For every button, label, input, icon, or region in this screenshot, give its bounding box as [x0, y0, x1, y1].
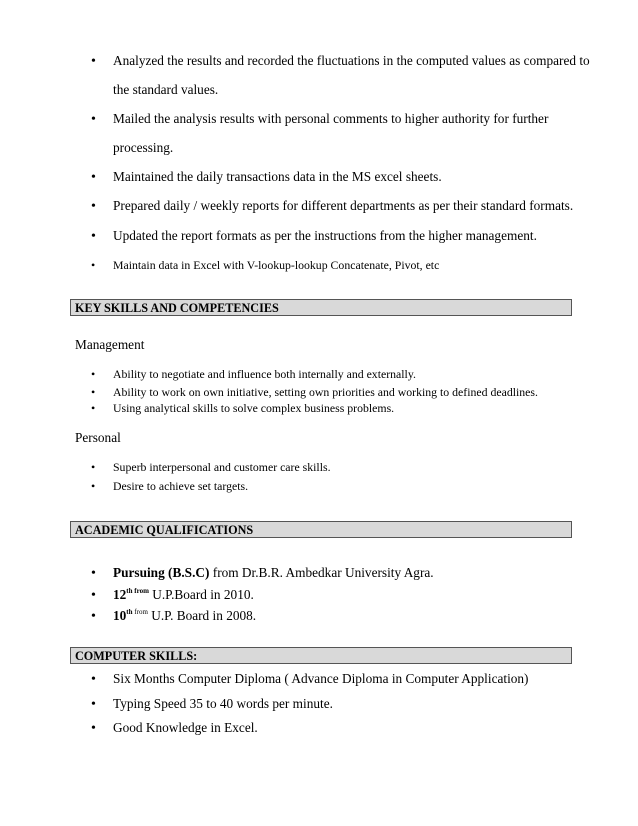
bullet-icon: •: [91, 112, 96, 127]
list-item-text: [113, 608, 256, 624]
list-item-text: Using analytical skills to solve complex business problems.: [113, 401, 395, 415]
bullet-icon: •: [91, 170, 96, 185]
bullet-icon: •: [91, 367, 96, 381]
list-item-continuation: processing.: [113, 140, 174, 155]
bullet-icon: •: [91, 401, 96, 415]
list-item-text: Maintain data in Excel with V-lookup-lookup Concatenate, Pivot, etc: [113, 258, 440, 272]
bullet-icon: •: [91, 385, 96, 399]
qualification-detail: U.P.Board in 2010.: [148, 587, 254, 602]
qualification-superscript: th: [126, 608, 133, 616]
list-item-text: Typing Speed 35 to 40 words per minute.: [113, 696, 333, 711]
list-item-text: [113, 565, 434, 581]
subheading-personal: Personal: [75, 430, 121, 445]
list-item-text: Six Months Computer Diploma ( Advance Diploma in Computer Application): [113, 671, 529, 686]
qualification-detail: from Dr.B.R. Ambedkar University Agra.: [209, 565, 434, 580]
qualification-name: 10: [113, 608, 127, 623]
qualification-name: Pursuing (B.S.C): [113, 565, 210, 580]
bullet-icon: •: [91, 609, 96, 624]
subheading-management: Management: [75, 337, 145, 352]
bullet-icon: •: [91, 229, 96, 244]
bullet-icon: •: [91, 672, 96, 687]
list-item-text: Analyzed the results and recorded the fluctuations in the computed values as compared to: [113, 53, 590, 68]
list-item-continuation: the standard values.: [113, 82, 219, 97]
bullet-icon: •: [91, 721, 96, 736]
section-heading-text: KEY SKILLS AND COMPETENCIES: [75, 301, 279, 315]
section-heading-key-skills: [70, 299, 572, 316]
qualification-superscript: th from: [126, 587, 149, 595]
qualification-superscript-from: from: [132, 608, 148, 616]
bullet-icon: •: [91, 479, 96, 493]
bullet-icon: •: [91, 588, 96, 603]
bullet-icon: •: [91, 258, 96, 272]
list-item-text: Prepared daily / weekly reports for different departments as per their standard formats.: [113, 198, 574, 213]
list-item-text: Ability to work on own initiative, setting own priorities and working to defined deadlines.: [113, 385, 538, 399]
bullet-icon: •: [91, 460, 96, 474]
list-item-text: Maintained the daily transactions data in the MS excel sheets.: [113, 169, 442, 184]
qualification-name: 12: [113, 587, 127, 602]
list-item-text: Updated the report formats as per the instructions from the higher management.: [113, 228, 537, 243]
section-heading-text: COMPUTER SKILLS:: [75, 649, 198, 663]
qualification-detail: U.P. Board in 2008.: [147, 608, 257, 623]
list-item-text: Desire to achieve set targets.: [113, 479, 249, 493]
bullet-icon: •: [91, 199, 96, 214]
section-heading-text: ACADEMIC QUALIFICATIONS: [75, 523, 254, 537]
list-item-text: Superb interpersonal and customer care skills.: [113, 460, 331, 474]
bullet-icon: •: [91, 54, 96, 69]
list-item-text: Good Knowledge in Excel.: [113, 720, 258, 735]
bullet-icon: •: [91, 697, 96, 712]
bullet-icon: •: [91, 566, 96, 581]
section-heading-academic: [70, 521, 572, 538]
section-heading-computer-skills: [70, 647, 572, 664]
list-item-text: Ability to negotiate and influence both internally and externally.: [113, 367, 416, 381]
list-item-text: [113, 587, 254, 603]
list-item-text: Mailed the analysis results with personal comments to higher authority for further: [113, 111, 549, 126]
